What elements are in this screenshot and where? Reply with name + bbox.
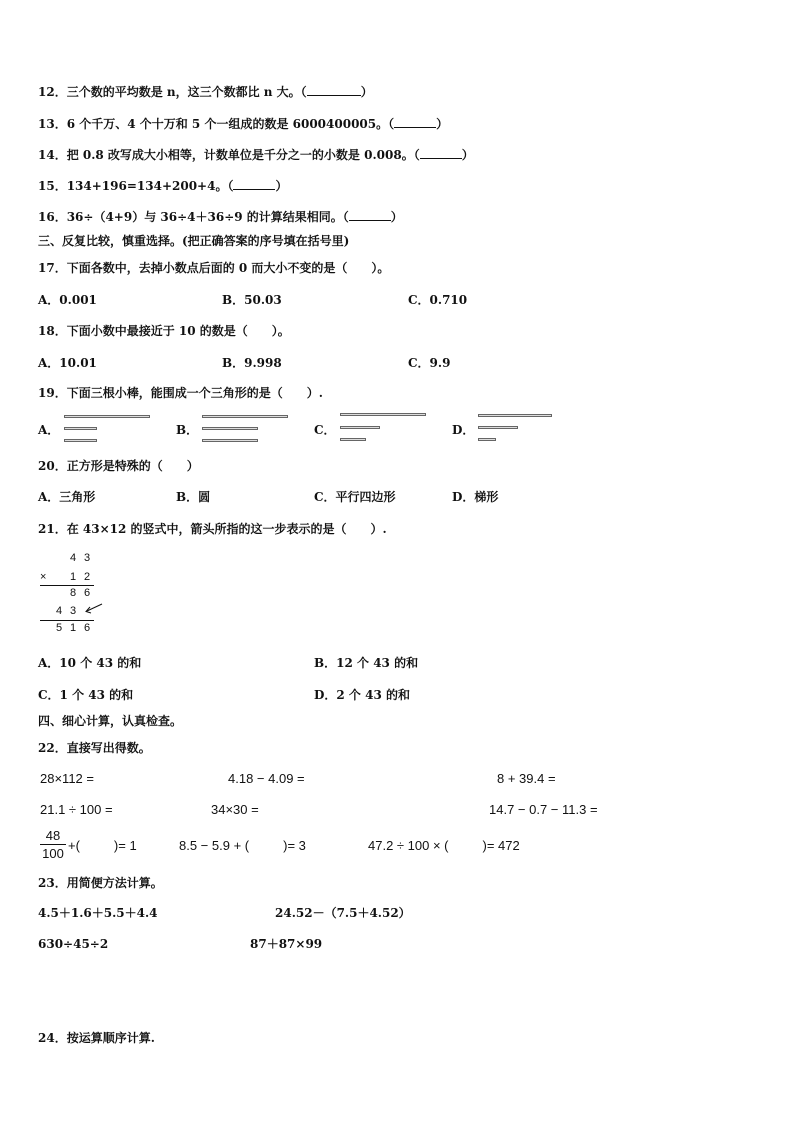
calc-item: 28×112 = [40,771,94,786]
question-15: 15．134+196=134+200+4。（ ） [38,179,288,193]
calc-item: 4.18 − 4.09 = [228,771,305,786]
times-sign: × [40,571,47,583]
q17-option-c[interactable]: C．0.710 [408,293,468,307]
q21-option-a[interactable]: A．10 个 43 的和 [38,656,142,670]
q17-option-b[interactable]: B．50.03 [222,293,282,307]
section-3-heading: 三、反复比较，慎重选择。(把正确答案的序号填在括号里) [38,234,350,248]
question-13: 13．6 个千万、4 个十万和 5 个一组成的数是 6000400005。（ ） [38,117,449,131]
question-13-text: 13．6 个千万、4 个十万和 5 个一组成的数是 6000400005。（ [38,117,395,131]
vertical-multiplication [38,550,118,640]
q18-option-a[interactable]: A．10.01 [38,356,97,370]
digit: 1 [70,571,77,583]
question-12: 12．三个数的平均数是 n，这三个数都比 n 大。（ ） [38,85,373,99]
simplify-item: 87＋87×99 [250,937,323,951]
calc-item: 21.1 ÷ 100 = [40,802,113,817]
answer-blank-12[interactable] [307,83,361,96]
rule-line [40,585,94,586]
fraction-bar [40,844,66,845]
section-4-heading: 四、细心计算，认真检查。 [38,714,183,728]
q21-option-b[interactable]: B．12 个 43 的和 [314,656,419,670]
question-16: 16．36÷（4+9）与 36÷4＋36÷9 的计算结果相同。（ ） [38,210,403,224]
answer-blank-15[interactable] [233,177,275,190]
stick-d3 [478,438,496,441]
question-23-text: 23．用简便方法计算。 [38,876,163,890]
rule-line [40,620,94,621]
q20-option-d[interactable]: D．梯形 [452,490,499,504]
digit: 4 [56,605,63,617]
calc-item: +( )= 1 [68,838,137,853]
answer-blank-14[interactable] [420,146,462,159]
calc-item: 8.5 − 5.9 + ( )= 3 [179,838,306,853]
question-22-text: 22．直接写出得数。 [38,741,151,755]
question-17-text: 17．下面各数中，去掉小数点后面的 0 而大小不变的是（ ）。 [38,261,390,275]
question-15-text: 15．134+196=134+200+4。（ [38,179,234,193]
question-21-text: 21．在 43×12 的竖式中，箭头所指的这一步表示的是（ ）. [38,522,387,536]
calc-item: 14.7 − 0.7 − 11.3 = [489,802,598,817]
simplify-item: 4.5＋1.6＋5.5＋4.4 [38,906,158,920]
digit: 1 [70,622,77,634]
q21-option-d[interactable]: D．2 个 43 的和 [314,688,410,702]
q20-option-b[interactable]: B．圆 [176,490,211,504]
q18-option-c[interactable]: C．9.9 [408,356,451,370]
stick-a2 [64,427,97,430]
digit: 6 [84,587,91,599]
q18-option-b[interactable]: B．9.998 [222,356,282,370]
question-16-text: 16．36÷（4+9）与 36÷4＋36÷9 的计算结果相同。（ [38,210,349,224]
question-24-text: 24．按运算顺序计算. [38,1031,155,1045]
stick-d1 [478,414,552,417]
simplify-item: 630÷45÷2 [38,937,109,951]
q19-option-a[interactable]: A． [38,423,60,437]
digit: 5 [56,622,63,634]
stick-a3 [64,439,97,442]
stick-c3 [340,438,366,441]
stick-c2 [340,426,380,429]
digit: 6 [84,622,91,634]
question-14: 14．把 0.8 改写成大小相等，计数单位是千分之一的小数是 0.008。（ ） [38,148,474,162]
stick-b1 [202,415,288,418]
fraction-numerator: 48 [45,828,61,843]
stick-b2 [202,427,258,430]
fraction [40,828,66,861]
question-19-text: 19．下面三根小棒，能围成一个三角形的是（ ）. [38,386,323,400]
q19-option-d[interactable]: D． [452,423,475,437]
stick-d2 [478,426,518,429]
stick-a1 [64,415,150,418]
calc-item: 8 + 39.4 = [497,771,556,786]
stick-b3 [202,439,258,442]
q17-option-a[interactable]: A．0.001 [38,293,97,307]
digit: 4 [70,552,77,564]
digit: 8 [70,587,77,599]
digit: 3 [70,605,77,617]
fraction-denominator: 100 [42,846,64,861]
question-12-text: 12．三个数的平均数是 n，这三个数都比 n 大。（ [38,85,307,99]
q20-option-c[interactable]: C．平行四边形 [314,490,396,504]
simplify-item: 24.52－（7.5＋4.52） [275,906,411,920]
digit: 2 [84,571,91,583]
arrow-icon [82,602,104,616]
q19-option-c[interactable]: C． [314,423,336,437]
q19-option-b[interactable]: B． [176,423,199,437]
digit: 3 [84,552,91,564]
question-14-text: 14．把 0.8 改写成大小相等，计数单位是千分之一的小数是 0.008。（ [38,148,420,162]
answer-blank-16[interactable] [349,208,391,221]
stick-c1 [340,413,426,416]
question-20-text: 20．正方形是特殊的（ ） [38,459,199,473]
calc-item: 47.2 ÷ 100 × ( )= 472 [368,838,520,853]
calc-item: 34×30 = [211,802,259,817]
q21-option-c[interactable]: C．1 个 43 的和 [38,688,134,702]
answer-blank-13[interactable] [394,115,436,128]
question-18-text: 18．下面小数中最接近于 10 的数是（ ）。 [38,324,290,338]
q20-option-a[interactable]: A．三角形 [38,490,96,504]
